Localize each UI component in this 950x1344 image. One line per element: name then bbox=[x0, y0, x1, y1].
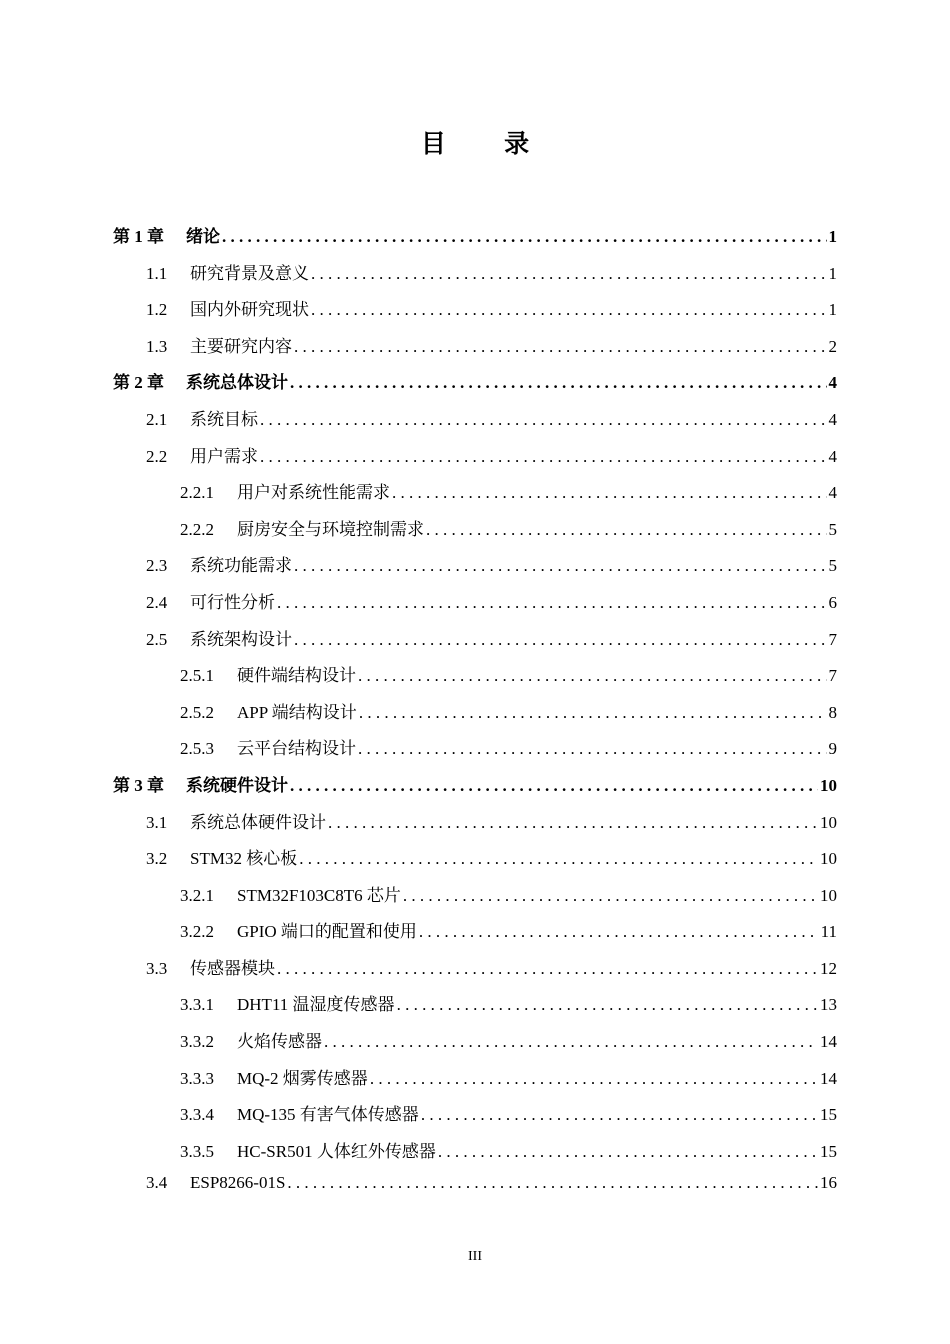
toc-entry-page: 7 bbox=[828, 629, 837, 649]
toc-entry[interactable] bbox=[113, 844, 837, 881]
toc-entry[interactable] bbox=[113, 332, 837, 369]
toc-entry-number: 第 3 章 bbox=[113, 775, 164, 795]
dot-leader bbox=[438, 1142, 818, 1162]
toc-entry-title: 厨房安全与环境控制需求 bbox=[237, 519, 424, 539]
toc-entry[interactable] bbox=[113, 1137, 837, 1174]
toc-entry-title: HC-SR501 人体红外传感器 bbox=[237, 1141, 436, 1161]
toc-entry[interactable] bbox=[113, 1027, 837, 1064]
toc-entry-number: 3.3.5 bbox=[180, 1141, 214, 1161]
toc-entry-page: 4 bbox=[828, 483, 837, 503]
page-number: III bbox=[468, 1249, 482, 1264]
toc-entry-title: 系统总体硬件设计 bbox=[190, 812, 326, 832]
toc-entry-page: 14 bbox=[820, 1068, 837, 1088]
dot-leader bbox=[370, 1069, 818, 1089]
toc-entry-page: 10 bbox=[820, 775, 837, 795]
dot-leader bbox=[222, 227, 827, 247]
toc-entry-title: 系统总体设计 bbox=[186, 373, 288, 393]
toc-entry-page: 9 bbox=[828, 739, 837, 759]
dot-leader bbox=[311, 300, 827, 320]
dot-leader bbox=[294, 556, 827, 576]
toc-entry[interactable] bbox=[113, 478, 837, 515]
toc-entry-number: 第 1 章 bbox=[113, 227, 164, 246]
toc-entry-title: 国内外研究现状 bbox=[190, 300, 309, 320]
toc-entry[interactable] bbox=[113, 259, 837, 296]
dot-leader bbox=[426, 520, 827, 540]
dot-leader bbox=[358, 666, 827, 686]
page-title: 目 录 bbox=[420, 131, 556, 158]
toc-entry-number: 3.3.2 bbox=[180, 1032, 214, 1052]
toc-entry[interactable] bbox=[113, 368, 837, 405]
toc-entry-title: 用户对系统性能需求 bbox=[237, 483, 390, 503]
toc-entry-title: 研究背景及意义 bbox=[190, 263, 309, 283]
toc-entry-title: MQ-135 有害气体传感器 bbox=[237, 1105, 419, 1125]
toc-entry-page: 2 bbox=[828, 336, 837, 356]
toc-entry[interactable] bbox=[113, 1173, 837, 1210]
toc-entry-number: 3.1 bbox=[146, 812, 168, 832]
toc-entry-number: 2.5 bbox=[146, 629, 168, 649]
dot-leader bbox=[299, 849, 818, 869]
toc-entry[interactable] bbox=[113, 442, 837, 479]
toc-entry-number: 3.2.2 bbox=[180, 922, 214, 942]
dot-leader bbox=[397, 995, 818, 1015]
toc-entry-number: 2.5.1 bbox=[180, 666, 214, 686]
dot-leader bbox=[290, 373, 827, 393]
toc-entry-title: 系统功能需求 bbox=[190, 556, 292, 576]
toc-entry-page: 13 bbox=[820, 995, 837, 1015]
toc-entry-title: 硬件端结构设计 bbox=[237, 666, 356, 686]
toc-entry[interactable] bbox=[113, 551, 837, 588]
toc-entry-page: 8 bbox=[828, 702, 837, 722]
toc-entry[interactable] bbox=[113, 990, 837, 1027]
dot-leader bbox=[290, 776, 818, 796]
toc-entry-page: 4 bbox=[828, 446, 837, 466]
toc-entry-page: 1 bbox=[828, 300, 837, 320]
toc-entry[interactable] bbox=[113, 771, 837, 808]
toc-entry-page: 14 bbox=[820, 1032, 837, 1052]
toc-entry-title: 传感器模块 bbox=[190, 958, 275, 978]
dot-leader bbox=[324, 1032, 818, 1052]
toc-entry[interactable] bbox=[113, 954, 837, 991]
toc-entry-page: 11 bbox=[820, 922, 837, 942]
dot-leader bbox=[403, 886, 818, 906]
dot-leader bbox=[311, 264, 827, 284]
toc-entry-page: 4 bbox=[828, 373, 837, 393]
toc-entry-title: 可行性分析 bbox=[190, 592, 275, 612]
toc-entry[interactable] bbox=[113, 625, 837, 662]
dot-leader bbox=[260, 447, 827, 467]
toc-entry-page: 1 bbox=[828, 263, 837, 283]
dot-leader bbox=[277, 593, 827, 613]
toc-entry-page: 10 bbox=[820, 849, 837, 869]
dot-leader bbox=[358, 739, 827, 759]
toc-entry-number: 1.1 bbox=[146, 263, 168, 283]
toc-entry-number: 2.1 bbox=[146, 409, 168, 429]
toc-entry-page: 16 bbox=[820, 1173, 837, 1193]
dot-leader bbox=[294, 630, 827, 650]
toc-entry-title: GPIO 端口的配置和使用 bbox=[237, 922, 417, 942]
toc-entry-title: DHT11 温湿度传感器 bbox=[237, 995, 395, 1015]
toc-entry-number: 2.3 bbox=[146, 556, 168, 576]
toc-entry[interactable] bbox=[113, 588, 837, 625]
toc-entry-page: 5 bbox=[828, 556, 837, 576]
toc-entry-number: 1.2 bbox=[146, 300, 168, 320]
dot-leader bbox=[328, 813, 818, 833]
toc-entry-number: 3.3.3 bbox=[180, 1068, 214, 1088]
toc-entry-number: 3.3 bbox=[146, 958, 168, 978]
toc-entry[interactable] bbox=[113, 222, 837, 259]
dot-leader bbox=[421, 1105, 818, 1125]
toc-entry-number: 1.3 bbox=[146, 336, 168, 356]
toc-entry[interactable] bbox=[113, 661, 837, 698]
toc-entry-title: STM32 核心板 bbox=[190, 849, 298, 869]
toc-entry-page: 10 bbox=[820, 885, 837, 905]
toc-entry-title: 系统硬件设计 bbox=[186, 775, 288, 795]
toc-entry[interactable] bbox=[113, 1064, 837, 1101]
toc-entry-page: 5 bbox=[828, 519, 837, 539]
toc-entry-title: 火焰传感器 bbox=[237, 1032, 322, 1052]
toc-entry-number: 3.2.1 bbox=[180, 885, 214, 905]
toc-entry[interactable] bbox=[113, 808, 837, 845]
toc-entry-page: 15 bbox=[820, 1105, 837, 1125]
toc-entry-page: 6 bbox=[828, 592, 837, 612]
toc-entry-page: 7 bbox=[828, 666, 837, 686]
toc-entry-title: 系统架构设计 bbox=[190, 629, 292, 649]
dot-leader bbox=[392, 483, 827, 503]
toc-entry-page: 15 bbox=[820, 1141, 837, 1161]
toc-entry-number: 3.3.1 bbox=[180, 995, 214, 1015]
toc-entry-title: 云平台结构设计 bbox=[237, 739, 356, 759]
toc-entry-number: 2.5.2 bbox=[180, 702, 214, 722]
toc-entry-number: 3.3.4 bbox=[180, 1105, 214, 1125]
dot-leader bbox=[294, 337, 827, 357]
toc-entry-number: 2.2.2 bbox=[180, 519, 214, 539]
toc-entry-number: 2.4 bbox=[146, 592, 168, 612]
toc-entry-title: APP 端结构设计 bbox=[237, 702, 357, 722]
toc-entry-title: 主要研究内容 bbox=[190, 336, 292, 356]
toc-entry-title: 用户需求 bbox=[190, 446, 258, 466]
toc-entry[interactable] bbox=[113, 698, 837, 735]
dot-leader bbox=[359, 703, 827, 723]
toc-entry-number: 3.2 bbox=[146, 849, 168, 869]
toc-entry-title: STM32F103C8T6 芯片 bbox=[237, 885, 401, 905]
dot-leader bbox=[277, 959, 818, 979]
toc-entry[interactable] bbox=[113, 1100, 837, 1137]
dot-leader bbox=[419, 922, 819, 942]
toc-entry-title: ESP8266-01S bbox=[190, 1173, 286, 1193]
toc-entry-page: 12 bbox=[820, 958, 837, 978]
toc-entry-title: 绪论 bbox=[186, 227, 220, 246]
toc-entry[interactable] bbox=[113, 734, 837, 771]
toc-entry-number: 2.2.1 bbox=[180, 483, 214, 503]
toc-entry[interactable] bbox=[113, 917, 837, 954]
toc-entry-number: 2.5.3 bbox=[180, 739, 214, 759]
dot-leader bbox=[260, 410, 827, 430]
dot-leader bbox=[287, 1173, 818, 1193]
toc-entry[interactable] bbox=[113, 515, 837, 552]
table-of-contents bbox=[113, 222, 837, 1210]
toc-entry-page: 10 bbox=[820, 812, 837, 832]
toc-entry-number: 第 2 章 bbox=[113, 373, 164, 393]
toc-entry-number: 3.4 bbox=[146, 1173, 168, 1193]
toc-entry-page: 4 bbox=[828, 409, 837, 429]
toc-entry[interactable] bbox=[113, 405, 837, 442]
toc-entry[interactable] bbox=[113, 295, 837, 332]
toc-entry[interactable] bbox=[113, 881, 837, 918]
toc-entry-number: 2.2 bbox=[146, 446, 168, 466]
toc-entry-title: MQ-2 烟雾传感器 bbox=[237, 1068, 368, 1088]
toc-entry-page: 1 bbox=[828, 227, 837, 246]
toc-entry-title: 系统目标 bbox=[190, 409, 258, 429]
